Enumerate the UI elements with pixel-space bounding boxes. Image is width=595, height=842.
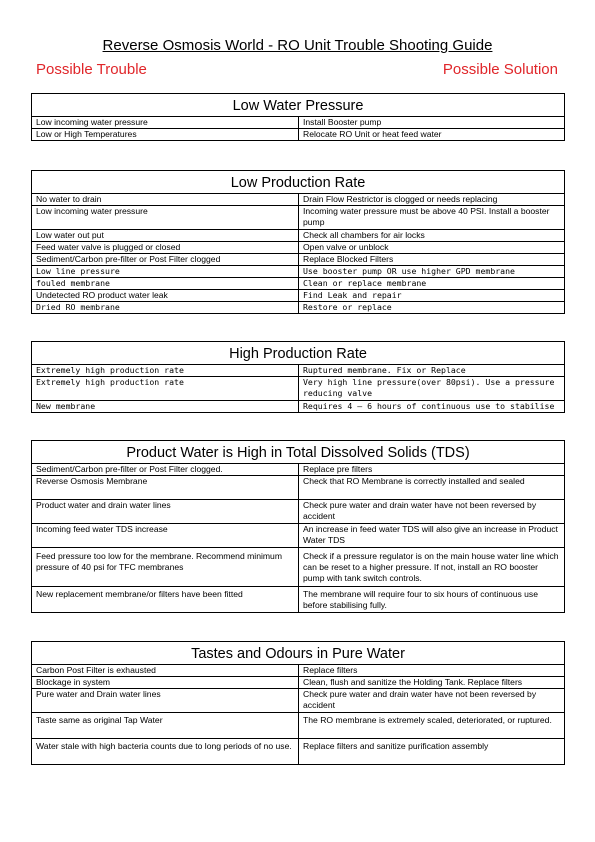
trouble-cell: Sediment/Carbon pre-filter or Post Filter clogged. (32, 464, 299, 476)
trouble-cell: Incoming feed water TDS increase (32, 524, 299, 548)
possible-trouble-header: Possible Trouble (36, 61, 147, 78)
section-heading: Low Production Rate (32, 171, 565, 194)
solution-cell: Relocate RO Unit or heat feed water (299, 129, 565, 141)
section-tastes-odours (31, 641, 565, 765)
table-row (32, 500, 565, 524)
page-title: Reverse Osmosis World - RO Unit Trouble Shooting Guide (102, 37, 493, 54)
trouble-cell: Reverse Osmosis Membrane (32, 476, 299, 500)
solution-cell: Check if a pressure regulator is on the main house water line which can be reset to a higher pressure. If not, install an RO booster pump with tank switch controls. (299, 548, 565, 587)
solution-cell: Restore or replace (299, 302, 565, 314)
trouble-cell: Taste same as original Tap Water (32, 713, 299, 739)
solution-cell: The membrane will require four to six hours of continuous use before stabilising fully. (299, 587, 565, 613)
table-row (32, 677, 565, 689)
solution-cell: Check all chambers for air locks (299, 230, 565, 242)
solution-cell: Clean, flush and sanitize the Holding Tank. Replace filters (299, 677, 565, 689)
solution-cell: Install Booster pump (299, 117, 565, 129)
table-row (32, 464, 565, 476)
solution-cell: Find Leak and repair (299, 290, 565, 302)
table-row (32, 117, 565, 129)
table-row (32, 476, 565, 500)
trouble-cell: Blockage in system (32, 677, 299, 689)
solution-cell: Check that RO Membrane is correctly installed and sealed (299, 476, 565, 500)
trouble-cell: Water stale with high bacteria counts due to long periods of no use. (32, 739, 299, 765)
table-row (32, 129, 565, 141)
table-row (32, 739, 565, 765)
table-row (32, 665, 565, 677)
table-row (32, 377, 565, 401)
table-row (32, 242, 565, 254)
table-row (32, 278, 565, 290)
section-low-production-rate (31, 170, 565, 314)
section-high-tds (31, 440, 565, 613)
table-row (32, 194, 565, 206)
table-row (32, 713, 565, 739)
trouble-cell: New replacement membrane/or filters have been fitted (32, 587, 299, 613)
solution-cell: Open valve or unblock (299, 242, 565, 254)
solution-cell: Requires 4 – 6 hours of continuous use to stabilise (299, 401, 565, 413)
trouble-cell: Low water out put (32, 230, 299, 242)
solution-cell: Replace filters and sanitize purification assembly (299, 739, 565, 765)
solution-cell: Replace filters (299, 665, 565, 677)
trouble-cell: Dried RO membrane (32, 302, 299, 314)
possible-solution-header: Possible Solution (442, 61, 558, 78)
solution-cell: Incoming water pressure must be above 40 PSI. Install a booster pump (299, 206, 565, 230)
trouble-cell: Carbon Post Filter is exhausted (32, 665, 299, 677)
section-heading: Product Water is High in Total Dissolved Solids (TDS) (32, 441, 565, 464)
trouble-cell: Sediment/Carbon pre-filter or Post Filter clogged (32, 254, 299, 266)
trouble-cell: Low line pressure (32, 266, 299, 278)
table-row (32, 206, 565, 230)
trouble-cell: No water to drain (32, 194, 299, 206)
solution-cell: Ruptured membrane. Fix or Replace (299, 365, 565, 377)
table-row (32, 587, 565, 613)
section-heading: Tastes and Odours in Pure Water (32, 642, 565, 665)
table-row (32, 689, 565, 713)
table-row (32, 401, 565, 413)
table-row (32, 230, 565, 242)
trouble-cell: Extremely high production rate (32, 377, 299, 401)
trouble-cell: Feed pressure too low for the membrane. Recommend minimum pressure of 40 psi for TFC membranes (32, 548, 299, 587)
section-high-production-rate (31, 341, 565, 413)
solution-cell: Very high line pressure(over 80psi). Use a pressure reducing valve (299, 377, 565, 401)
solution-cell: Replace Blocked Filters (299, 254, 565, 266)
section-low-water-pressure (31, 93, 565, 141)
table-row (32, 266, 565, 278)
table-row (32, 302, 565, 314)
solution-cell: Check pure water and drain water have not been reversed by accident (299, 500, 565, 524)
section-heading: High Production Rate (32, 342, 565, 365)
table-row (32, 524, 565, 548)
trouble-cell: fouled membrane (32, 278, 299, 290)
solution-cell: The RO membrane is extremely scaled, deteriorated, or ruptured. (299, 713, 565, 739)
trouble-cell: Low incoming water pressure (32, 206, 299, 230)
solution-cell: Check pure water and drain water have not been reversed by accident (299, 689, 565, 713)
trouble-cell: Extremely high production rate (32, 365, 299, 377)
solution-cell: Clean or replace membrane (299, 278, 565, 290)
section-heading: Low Water Pressure (32, 94, 565, 117)
trouble-cell: New membrane (32, 401, 299, 413)
table-row (32, 290, 565, 302)
table-row (32, 365, 565, 377)
trouble-cell: Undetected RO product water leak (32, 290, 299, 302)
trouble-cell: Pure water and Drain water lines (32, 689, 299, 713)
trouble-cell: Low or High Temperatures (32, 129, 299, 141)
table-row (32, 254, 565, 266)
solution-cell: Replace pre filters (299, 464, 565, 476)
solution-cell: Drain Flow Restrictor is clogged or needs replacing (299, 194, 565, 206)
table-row (32, 548, 565, 587)
trouble-cell: Product water and drain water lines (32, 500, 299, 524)
trouble-cell: Low incoming water pressure (32, 117, 299, 129)
solution-cell: An increase in feed water TDS will also give an increase in Product Water TDS (299, 524, 565, 548)
solution-cell: Use booster pump OR use higher GPD membrane (299, 266, 565, 278)
trouble-cell: Feed water valve is plugged or closed (32, 242, 299, 254)
